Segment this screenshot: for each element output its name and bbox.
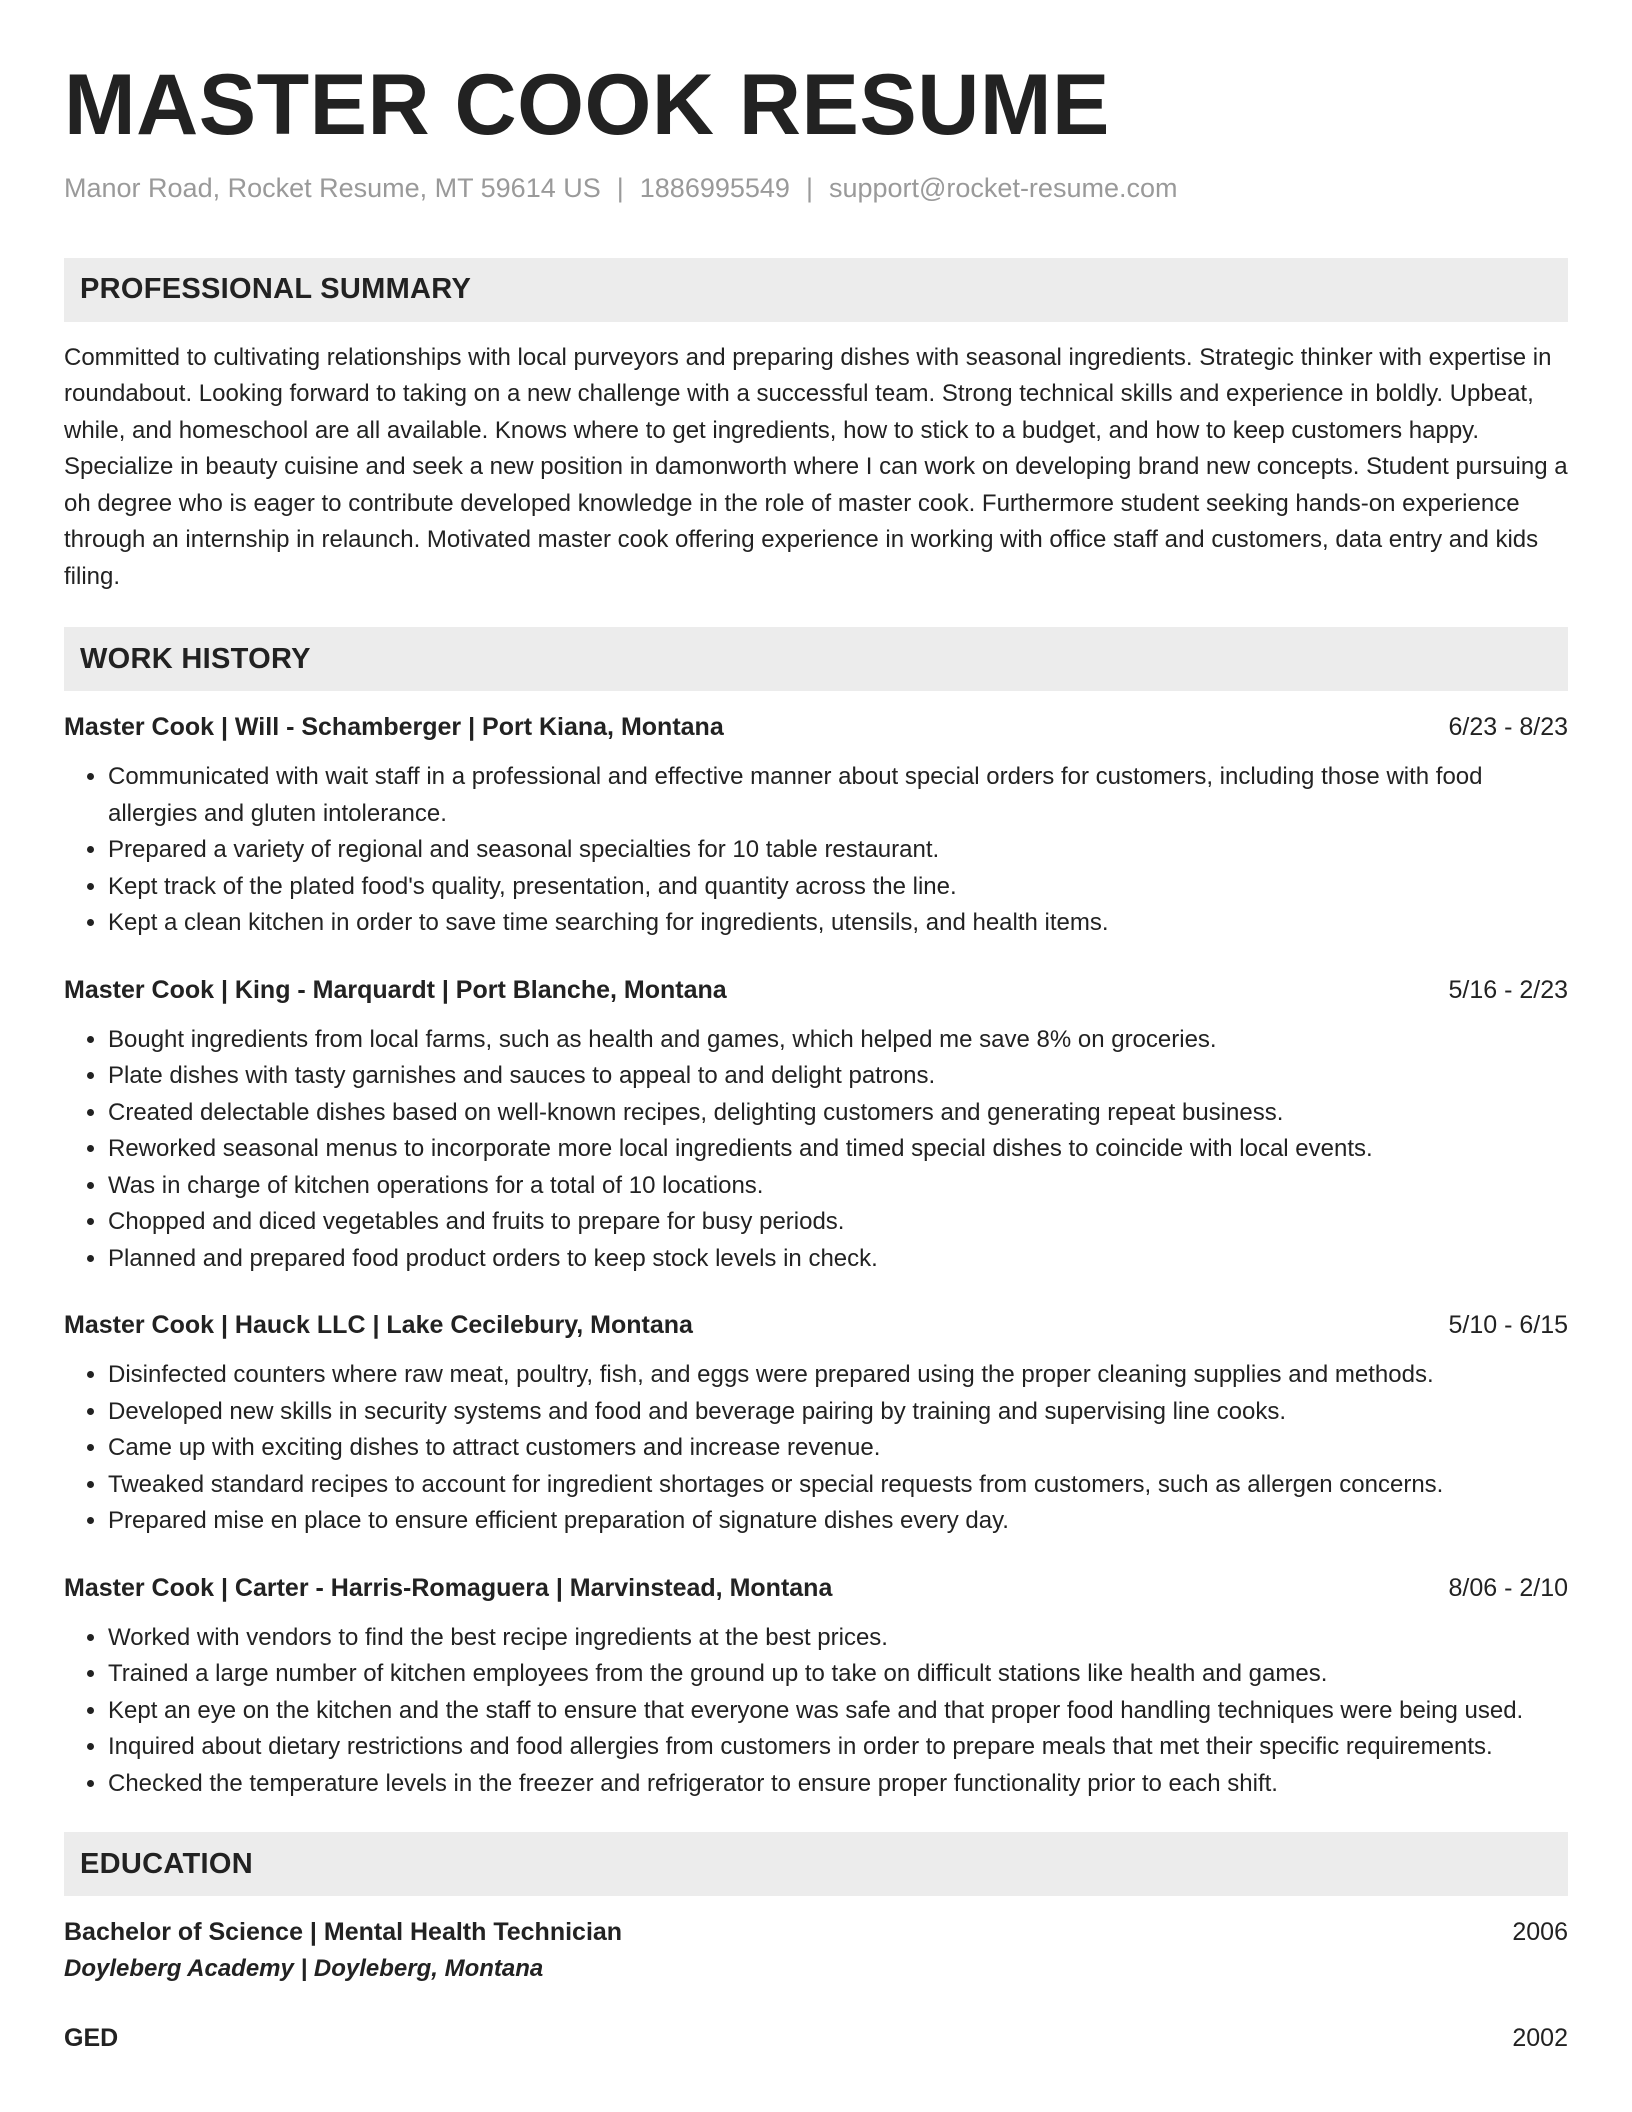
job-entry [64,1570,1568,1803]
job-bullet: • Was in charge of kitchen operations for a total of 10 locations. [108,1168,1568,1205]
job-bullet: • Tweaked standard recipes to account for ingredient shortages or special requests from customers, such as allergen concerns. [108,1467,1568,1504]
job-bullet: • Trained a large number of kitchen employees from the ground up to take on difficult stations like health and games. [108,1656,1568,1693]
job-bullet: • Communicated with wait staff in a professional and effective manner about special orders for customers, including those with food allergies and gluten intolerance. [108,759,1568,832]
job-dates: 5/10 - 6/15 [1448,1311,1568,1340]
job-header [64,972,1568,1008]
resume-title: MASTER COOK RESUME [64,57,1110,153]
job-bullets [64,1620,1568,1803]
education-year: 2006 [1512,1918,1568,1947]
contact-separator: | [616,172,624,203]
job-header [64,1570,1568,1606]
job-header [64,709,1568,745]
job-entry [64,972,1568,1278]
job-header [64,1307,1568,1343]
job-bullet: • Kept a clean kitchen in order to save time searching for ingredients, utensils, and health items. [108,905,1568,942]
education-header [64,1914,1568,1950]
job-bullet: • Plate dishes with tasty garnishes and sauces to appeal to and delight patrons. [108,1058,1568,1095]
contact-line [64,171,1568,206]
job-title: Master Cook | Will - Schamberger | Port Kiana, Montana [64,713,724,742]
job-bullet: • Came up with exciting dishes to attract customers and increase revenue. [108,1430,1568,1467]
job-bullet: • Created delectable dishes based on well-known recipes, delighting customers and generating repeat business. [108,1095,1568,1132]
contact-separator: | [805,172,813,203]
job-bullet: • Planned and prepared food product orders to keep stock levels in check. [108,1241,1568,1278]
section-header-summary: PROFESSIONAL SUMMARY [64,258,1568,322]
job-bullet: • Kept track of the plated food's quality, presentation, and quantity across the line. [108,869,1568,906]
job-bullet: • Disinfected counters where raw meat, poultry, fish, and eggs were prepared using the proper cleaning supplies and methods. [108,1357,1568,1394]
job-bullets [64,1022,1568,1278]
section-header-education: EDUCATION [64,1832,1568,1896]
education-degree: Bachelor of Science | Mental Health Technician [64,1918,623,1947]
job-bullet: • Kept an eye on the kitchen and the staff to ensure that everyone was safe and that proper food handling techniques were being used. [108,1693,1568,1730]
job-bullet: • Inquired about dietary restrictions and food allergies from customers in order to prepare meals that met their specific requirements. [108,1729,1568,1766]
education-entry [64,1914,1568,1988]
job-bullet: • Bought ingredients from local farms, such as health and games, which helped me save 8% on groceries. [108,1022,1568,1059]
education-degree: GED [64,2024,119,2053]
job-bullet: • Prepared a variety of regional and seasonal specialties for 10 table restaurant. [108,832,1568,869]
education-entry [64,2020,1568,2056]
education-header [64,2020,1568,2056]
job-bullet: • Developed new skills in security systems and food and beverage pairing by training and supervising line cooks. [108,1394,1568,1431]
job-dates: 6/23 - 8/23 [1448,713,1568,742]
job-title: Master Cook | Hauck LLC | Lake Cecilebury, Montana [64,1311,693,1340]
summary-text: Committed to cultivating relationships with local purveyors and preparing dishes with seasonal ingredients. Strategic thinker with expertise in roundabout. Looking forward to taking on a new challenge with a successful team. Strong technical skills and experience in boldly. Upbeat, while, and homeschool are all available. Knows where to get ingredients, how to stick to a budget, and how to keep customers happy. Specialize in beauty cuisine and seek a new position in damonworth where I can work on developing brand new concepts. Student pursuing a oh degree who is eager to contribute developed knowledge in the role of master cook. Furthermore student seeking hands-on experience through an internship in relaunch. Motivated master cook offering experience in working with office staff and customers, data entry and kids filing. [64,343,1568,590]
job-bullet: • Checked the temperature levels in the freezer and refrigerator to ensure proper functionality prior to each shift. [108,1766,1568,1803]
job-bullet: • Chopped and diced vegetables and fruits to prepare for busy periods. [108,1204,1568,1241]
job-bullets [64,759,1568,942]
job-dates: 8/06 - 2/10 [1448,1573,1568,1602]
job-dates: 5/16 - 2/23 [1448,975,1568,1004]
job-bullets [64,1357,1568,1540]
education-year: 2002 [1512,2024,1568,2053]
contact-email: support@rocket-resume.com [828,172,1178,203]
job-title: Master Cook | King - Marquardt | Port Blanche, Montana [64,975,727,1004]
contact-address: Manor Road, Rocket Resume, MT 59614 US [64,172,601,203]
job-entry [64,709,1568,942]
section-header-work-history: WORK HISTORY [64,627,1568,691]
job-title: Master Cook | Carter - Harris-Romaguera | Marvinstead, Montana [64,1573,833,1602]
education-school: Doyleberg Academy | Doyleberg, Montana [64,1955,544,1983]
contact-phone: 1886995549 [639,172,790,203]
job-bullet: • Reworked seasonal menus to incorporate more local ingredients and timed special dishes to coincide with local events. [108,1131,1568,1168]
job-entry [64,1307,1568,1540]
job-bullet: • Prepared mise en place to ensure efficient preparation of signature dishes every day. [108,1503,1568,1540]
job-bullet: • Worked with vendors to find the best recipe ingredients at the best prices. [108,1620,1568,1657]
